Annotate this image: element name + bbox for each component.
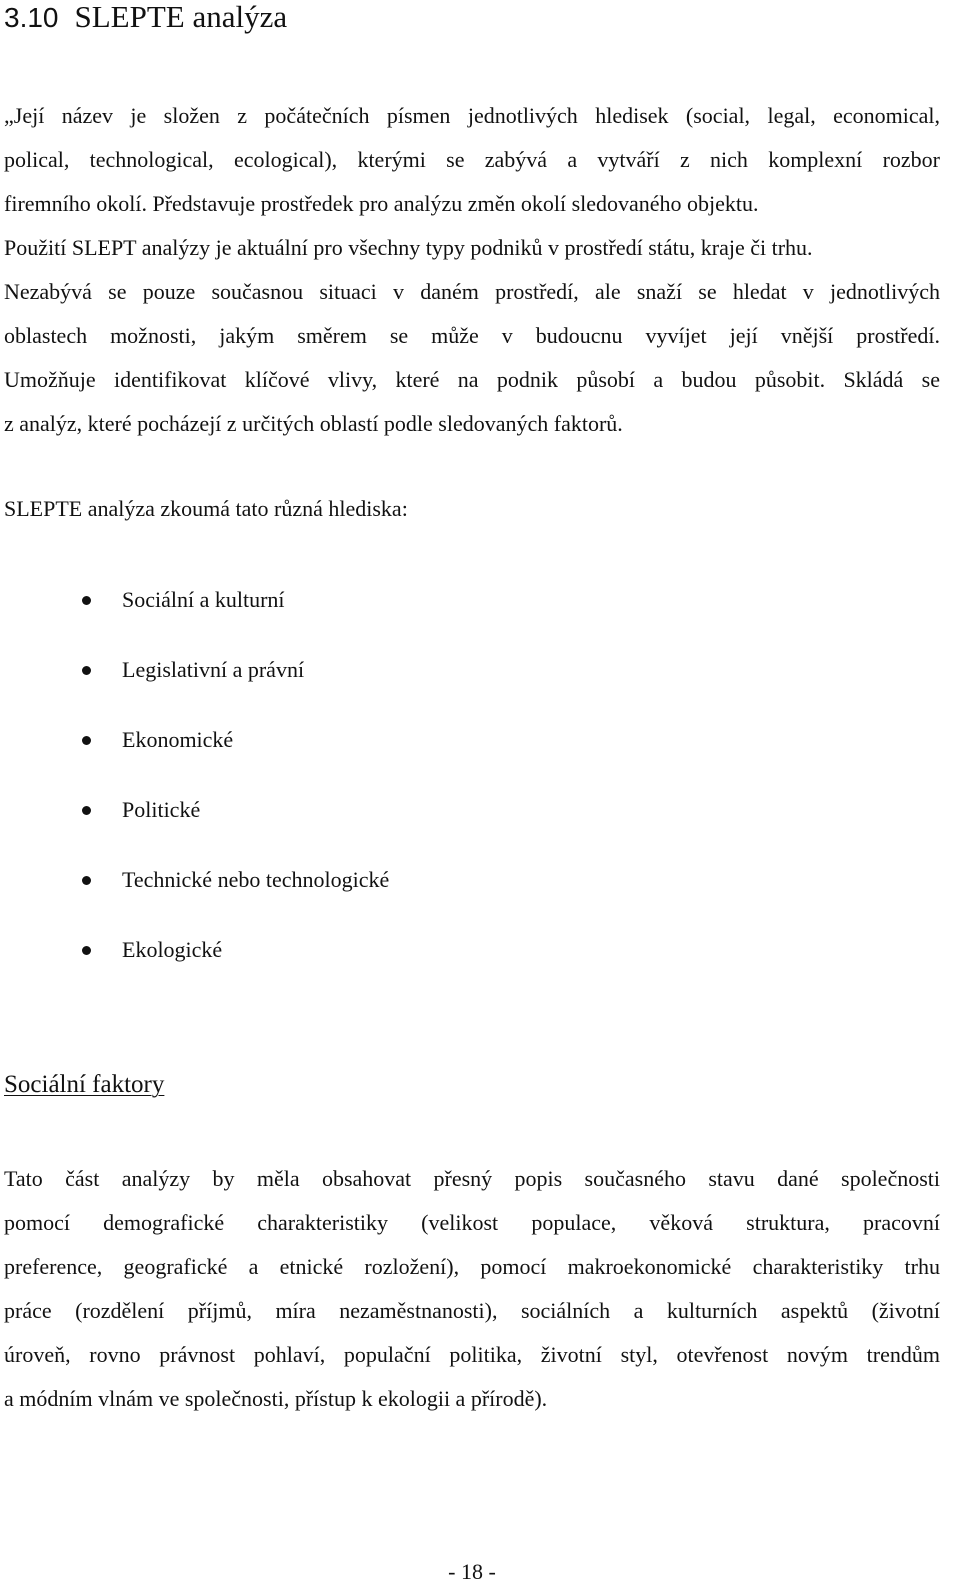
paragraph-line: pomocí demografické charakteristiky (velikost populace, věková struktura, pracovní xyxy=(4,1210,940,1235)
bullet-icon xyxy=(82,596,91,605)
list-item-label: Ekologické xyxy=(122,937,223,962)
paragraph-line: oblastech možnosti, jakým směrem se může v budoucnu vyvíjet její vnější prostředí. xyxy=(4,323,940,348)
paragraph-line: firemního okolí. Představuje prostředek pro analýzu změn okolí sledovaného objektu. xyxy=(4,191,759,216)
section-number: 3.10 xyxy=(4,2,59,33)
list-item-label: Technické nebo technologické xyxy=(122,867,390,892)
paragraph-line: práce (rozdělení příjmů, míra nezaměstnanosti), sociálních a kulturních aspektů (životní xyxy=(4,1298,940,1323)
list-item-label: Legislativní a právní xyxy=(122,657,305,682)
social-factors-paragraph xyxy=(4,1157,940,1421)
list-intro: SLEPTE analýza zkoumá tato různá hlediska: xyxy=(4,496,408,521)
paragraph-line: Použití SLEPT analýzy je aktuální pro všechny typy podniků v prostředí státu, kraje či trhu. xyxy=(4,235,813,260)
paragraph-line: preference, geografické a etnické rozložení), pomocí makroekonomické charakteristiky trhu xyxy=(4,1254,940,1279)
section-heading xyxy=(4,0,287,35)
paragraph-line: a módním vlnám ve společnosti, přístup k ekologii a přírodě). xyxy=(4,1386,548,1411)
paragraph-line: Tato část analýzy by měla obsahovat přesný popis současného stavu dané společnosti xyxy=(4,1166,940,1191)
page-number: - 18 - xyxy=(448,1559,496,1584)
paragraph-line: z analýz, které pocházejí z určitých oblastí podle sledovaných faktorů. xyxy=(4,411,623,436)
intro-paragraph xyxy=(4,94,940,446)
bullet-icon xyxy=(82,946,91,955)
social-factors-heading: Sociální faktory xyxy=(4,1071,165,1098)
paragraph-line: Nezabývá se pouze současnou situaci v daném prostředí, ale snaží se hledat v jednotlivých xyxy=(4,279,940,304)
bullet-icon xyxy=(82,666,91,675)
paragraph-line: Umožňuje identifikovat klíčové vlivy, které na podnik působí a budou působit. Skládá se xyxy=(4,367,940,392)
paragraph-line: úroveň, rovno právnost pohlaví, populační politika, životní styl, otevřenost novým trendům xyxy=(4,1342,940,1367)
list-item-label: Sociální a kulturní xyxy=(122,587,285,612)
paragraph-line: polical, technological, ecological), kterými se zabývá a vytváří z nich komplexní rozbor xyxy=(4,147,940,172)
bullet-icon xyxy=(82,736,91,745)
paragraph-line: „Její název je složen z počátečních písmen jednotlivých hledisek (social, legal, economical, xyxy=(4,103,940,128)
bullet-icon xyxy=(82,876,91,885)
section-title: SLEPTE analýza xyxy=(74,0,288,34)
list-item-label: Ekonomické xyxy=(122,727,234,752)
list-item-label: Politické xyxy=(122,797,201,822)
bullet-icon xyxy=(82,806,91,815)
